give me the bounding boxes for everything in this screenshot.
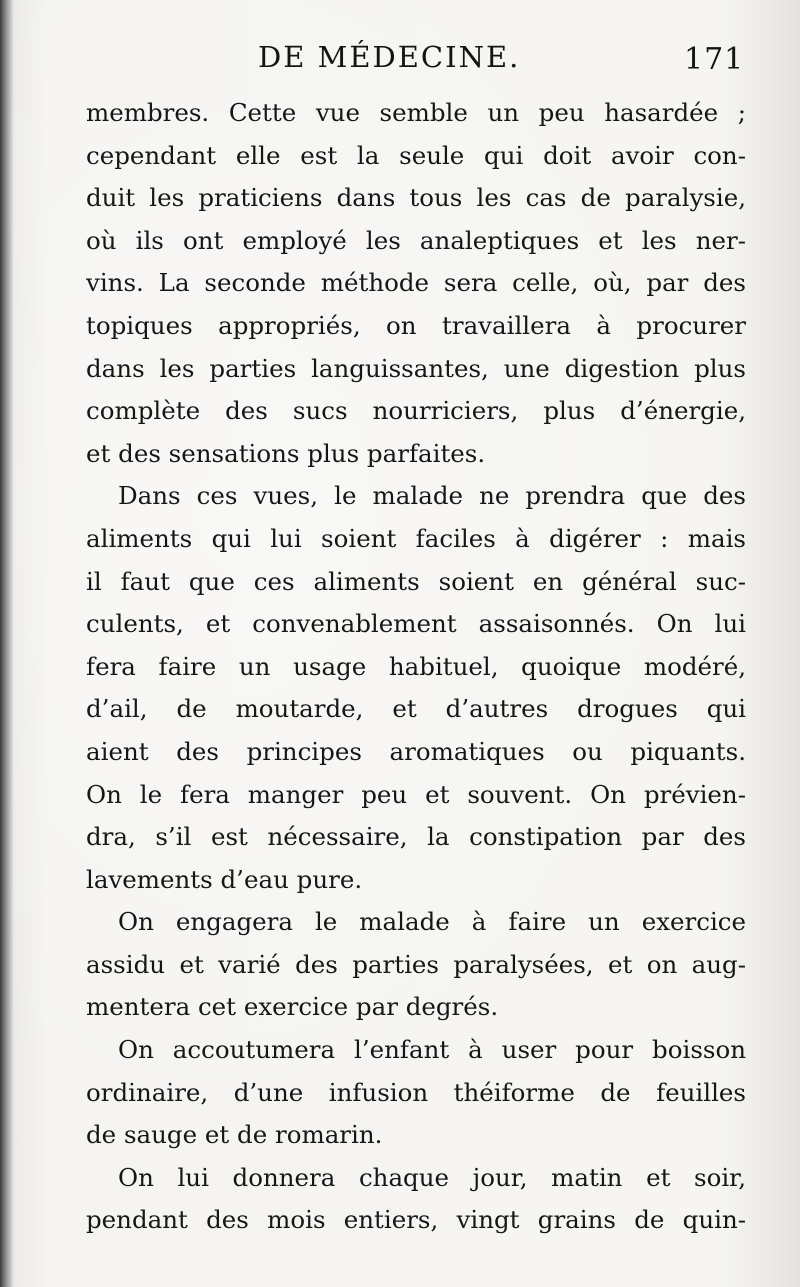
text-line: pendant des mois entiers, vingt grains de quin-: [86, 1205, 746, 1235]
text-line: On accoutumera l’enfant à user pour boisson: [118, 1035, 746, 1065]
text-line: mentera cet exercice par degrés.: [86, 992, 499, 1022]
text-line: d’ail, de moutarde, et d’autres drogues qui: [86, 694, 746, 724]
text-line: fera faire un usage habituel, quoique modéré,: [86, 651, 746, 681]
text-line: de sauge et de romarin.: [86, 1120, 383, 1150]
running-head: DE MÉDECINE.: [258, 40, 521, 74]
text-line: Dans ces vues, le malade ne prendra que des: [118, 481, 746, 511]
text-line: aliments qui lui soient faciles à digérer : mais: [86, 523, 746, 553]
text-line: cependant elle est la seule qui doit avoir con-: [86, 140, 746, 170]
text-line: aient des principes aromatiques ou piquants.: [86, 736, 746, 766]
text-line: il faut que ces aliments soient en général suc-: [86, 566, 746, 596]
text-line: dra, s’il est nécessaire, la constipation par des: [86, 822, 746, 852]
text-line: On engagera le malade à faire un exercice: [118, 907, 746, 937]
text-line: où ils ont employé les analeptiques et les ner-: [86, 225, 746, 255]
text-line: ordinaire, d’une infusion théiforme de feuilles: [86, 1077, 746, 1107]
text-line: et des sensations plus parfaites.: [86, 438, 486, 468]
page-gutter-shadow: [0, 0, 14, 1287]
text-line: complète des sucs nourriciers, plus d’énergie,: [86, 396, 746, 426]
text-line: duit les praticiens dans tous les cas de paralysie,: [86, 183, 746, 213]
text-line: membres. Cette vue semble un peu hasardée ;: [86, 98, 746, 127]
text-line: vins. La seconde méthode sera celle, où, par des: [86, 268, 746, 298]
text-line: lavements d’eau pure.: [86, 864, 363, 894]
text-line: On le fera manger peu et souvent. On prévien-: [86, 779, 746, 809]
page-number: 171: [684, 42, 745, 77]
text-line: culents, et convenablement assaisonnés. On lui: [86, 609, 746, 639]
page-header: [0, 36, 800, 86]
text-line: topiques appropriés, on travaillera à procurer: [86, 310, 746, 340]
body-text: [86, 92, 746, 1242]
text-line: dans les parties languissantes, une digestion plus: [86, 353, 746, 383]
text-line: assidu et varié des parties paralysées, et on aug-: [86, 949, 746, 979]
text-line: On lui donnera chaque jour, matin et soir,: [118, 1162, 746, 1192]
